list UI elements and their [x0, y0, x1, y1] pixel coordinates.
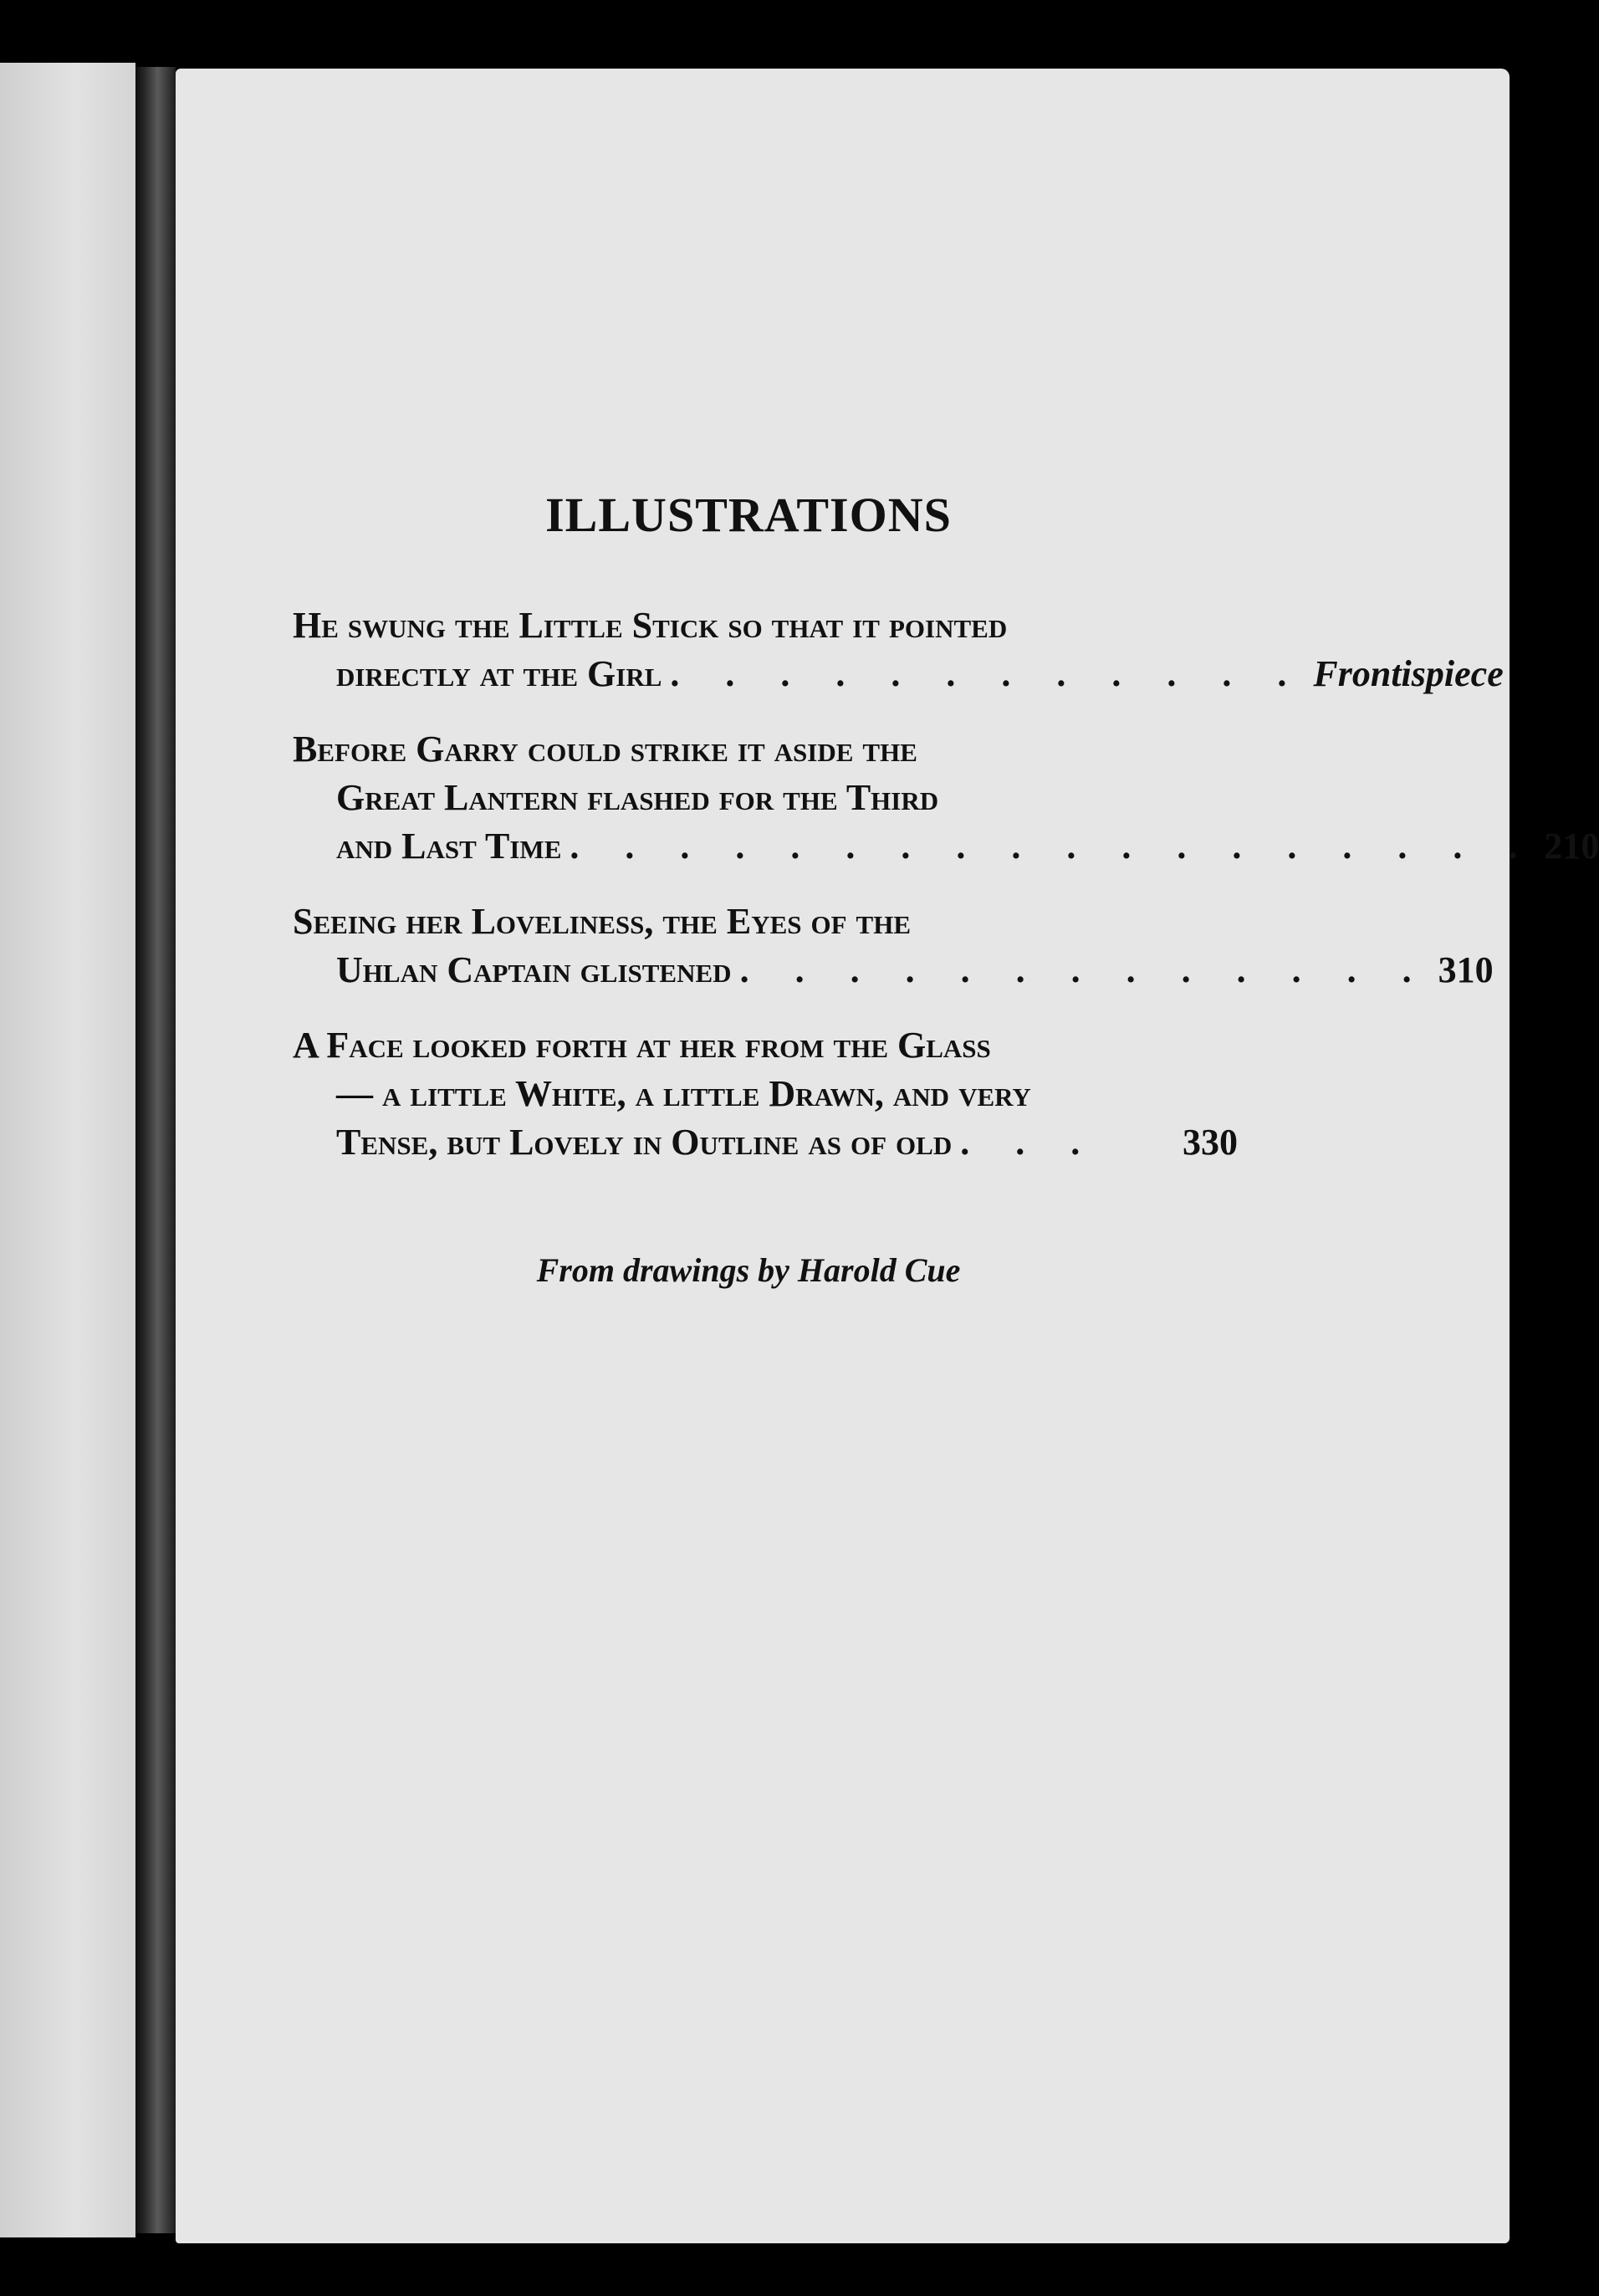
book-gutter	[135, 67, 176, 2233]
entry-line: A Face looked forth at her from the Glass	[293, 1025, 991, 1066]
page-reference: Frontispiece	[1313, 653, 1504, 694]
entry-line: — a little White, a little Drawn, and very	[336, 1073, 1031, 1114]
page-reference: 310	[1438, 949, 1494, 990]
entry-line: directly at the Girl	[336, 653, 662, 694]
entry-line: Seeing her Loveliness, the Eyes of the	[293, 901, 912, 942]
list-item	[293, 725, 1599, 871]
entry-line: and Last Time	[336, 826, 562, 867]
book-page	[176, 69, 1599, 2243]
entry-line: He swung the Little Stick so that it pointed	[293, 605, 1008, 646]
leader-dots: . . . . . . . . . . . . . . . . . .	[570, 826, 1536, 867]
illustrations-list	[293, 487, 1599, 1290]
entry-line: Before Garry could strike it aside the	[293, 729, 917, 770]
left-page-edge	[0, 63, 135, 2237]
leader-dots: . . .	[960, 1122, 1099, 1163]
entry-line: Great Lantern flashed for the Third	[336, 777, 939, 818]
list-item	[293, 601, 1504, 698]
illustration-credit: From drawings by Harold Cue	[536, 1251, 961, 1289]
page-reference: 210	[1544, 826, 1599, 867]
list-item	[293, 1021, 1238, 1167]
entry-line: Uhlan Captain glistened	[336, 949, 732, 990]
entry-line: Tense, but Lovely in Outline as of old	[336, 1122, 953, 1163]
leader-dots: . . . . . . . . . . . . .	[739, 949, 1430, 990]
page-reference: 330	[1183, 1122, 1238, 1163]
page-heading: ILLUSTRATIONS	[545, 488, 952, 542]
list-item	[293, 897, 1494, 995]
leader-dots: . . . . . . . . . . . .	[670, 653, 1305, 694]
